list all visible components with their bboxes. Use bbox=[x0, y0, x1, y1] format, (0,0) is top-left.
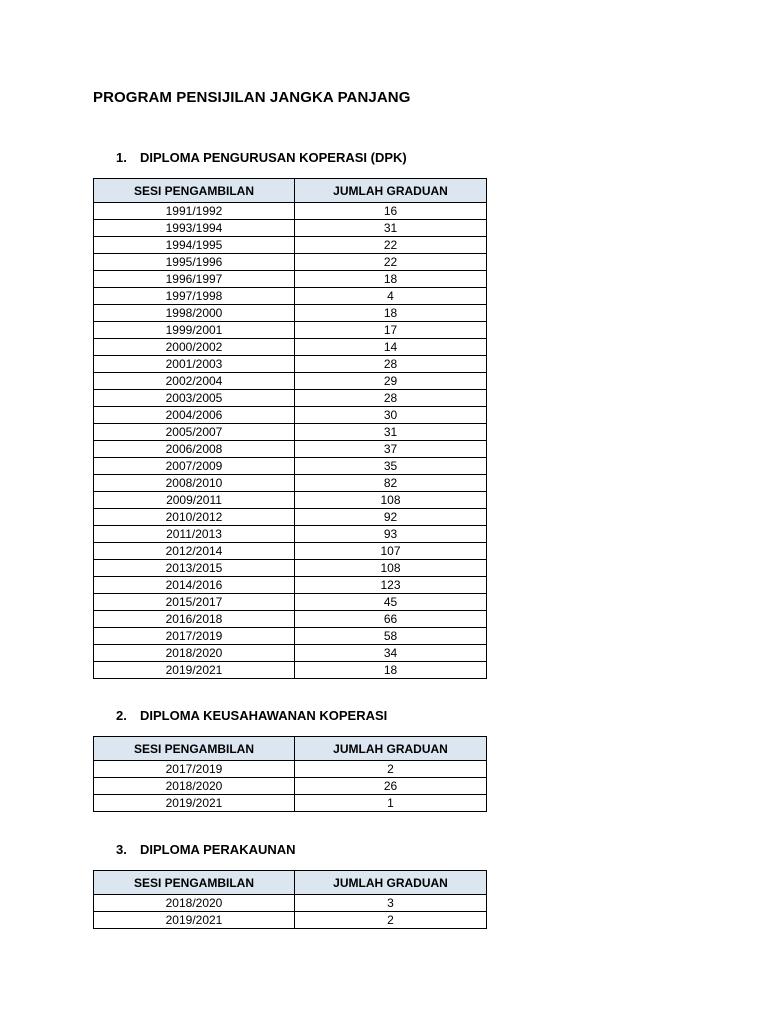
cell-jumlah: 58 bbox=[295, 628, 487, 645]
table-row bbox=[94, 271, 487, 288]
cell-jumlah: 28 bbox=[295, 390, 487, 407]
cell-sesi: 2001/2003 bbox=[94, 356, 295, 373]
table-row bbox=[94, 645, 487, 662]
cell-sesi: 2016/2018 bbox=[94, 611, 295, 628]
cell-jumlah: 18 bbox=[295, 662, 487, 679]
cell-sesi: 2004/2006 bbox=[94, 407, 295, 424]
cell-jumlah: 34 bbox=[295, 645, 487, 662]
cell-jumlah: 14 bbox=[295, 339, 487, 356]
table-row bbox=[94, 543, 487, 560]
cell-sesi: 2018/2020 bbox=[94, 778, 295, 795]
cell-sesi: 2003/2005 bbox=[94, 390, 295, 407]
cell-jumlah: 18 bbox=[295, 271, 487, 288]
table-row bbox=[94, 560, 487, 577]
cell-jumlah: 17 bbox=[295, 322, 487, 339]
cell-jumlah: 92 bbox=[295, 509, 487, 526]
cell-sesi: 2008/2010 bbox=[94, 475, 295, 492]
cell-sesi: 2017/2019 bbox=[94, 761, 295, 778]
cell-jumlah: 2 bbox=[295, 761, 487, 778]
table-row bbox=[94, 475, 487, 492]
table-row bbox=[94, 492, 487, 509]
section-number: 1. bbox=[116, 150, 127, 165]
table-dpk bbox=[93, 178, 487, 679]
section-number: 3. bbox=[116, 842, 127, 857]
cell-jumlah: 28 bbox=[295, 356, 487, 373]
column-header-sesi: SESI PENGAMBILAN bbox=[94, 871, 295, 895]
cell-jumlah: 108 bbox=[295, 492, 487, 509]
cell-jumlah: 22 bbox=[295, 237, 487, 254]
cell-sesi: 1997/1998 bbox=[94, 288, 295, 305]
column-header-sesi: SESI PENGAMBILAN bbox=[94, 737, 295, 761]
table-perakaunan bbox=[93, 870, 487, 929]
cell-jumlah: 66 bbox=[295, 611, 487, 628]
cell-jumlah: 108 bbox=[295, 560, 487, 577]
cell-sesi: 2007/2009 bbox=[94, 458, 295, 475]
table-row bbox=[94, 912, 487, 929]
cell-jumlah: 16 bbox=[295, 203, 487, 220]
cell-sesi: 2009/2011 bbox=[94, 492, 295, 509]
cell-sesi: 2014/2016 bbox=[94, 577, 295, 594]
cell-sesi: 2010/2012 bbox=[94, 509, 295, 526]
cell-jumlah: 82 bbox=[295, 475, 487, 492]
table-row bbox=[94, 356, 487, 373]
table-row bbox=[94, 526, 487, 543]
table-row bbox=[94, 407, 487, 424]
cell-sesi: 1995/1996 bbox=[94, 254, 295, 271]
table-row bbox=[94, 778, 487, 795]
cell-jumlah: 37 bbox=[295, 441, 487, 458]
cell-jumlah: 29 bbox=[295, 373, 487, 390]
table-row bbox=[94, 424, 487, 441]
table-row bbox=[94, 509, 487, 526]
cell-sesi: 2011/2013 bbox=[94, 526, 295, 543]
cell-jumlah: 35 bbox=[295, 458, 487, 475]
table-row bbox=[94, 373, 487, 390]
cell-sesi: 2013/2015 bbox=[94, 560, 295, 577]
section-heading-dpk bbox=[116, 150, 407, 165]
cell-jumlah: 45 bbox=[295, 594, 487, 611]
column-header-sesi: SESI PENGAMBILAN bbox=[94, 179, 295, 203]
column-header-jumlah: JUMLAH GRADUAN bbox=[295, 737, 487, 761]
cell-sesi: 2017/2019 bbox=[94, 628, 295, 645]
cell-jumlah: 31 bbox=[295, 424, 487, 441]
table-row bbox=[94, 237, 487, 254]
table-row bbox=[94, 390, 487, 407]
page-title: PROGRAM PENSIJILAN JANGKA PANJANG bbox=[93, 89, 411, 106]
cell-sesi: 2019/2021 bbox=[94, 795, 295, 812]
cell-sesi: 2000/2002 bbox=[94, 339, 295, 356]
section-heading-perakaunan bbox=[116, 842, 296, 857]
cell-jumlah: 1 bbox=[295, 795, 487, 812]
table-row bbox=[94, 458, 487, 475]
cell-sesi: 2018/2020 bbox=[94, 895, 295, 912]
table-row bbox=[94, 895, 487, 912]
cell-jumlah: 26 bbox=[295, 778, 487, 795]
section-number: 2. bbox=[116, 708, 127, 723]
section-heading-keusahawanan bbox=[116, 708, 387, 723]
cell-sesi: 2002/2004 bbox=[94, 373, 295, 390]
column-header-jumlah: JUMLAH GRADUAN bbox=[295, 871, 487, 895]
table-row bbox=[94, 288, 487, 305]
column-header-jumlah: JUMLAH GRADUAN bbox=[295, 179, 487, 203]
table-row bbox=[94, 322, 487, 339]
section-title: DIPLOMA KEUSAHAWANAN KOPERASI bbox=[140, 708, 388, 723]
table-keusahawanan bbox=[93, 736, 487, 812]
cell-sesi: 2018/2020 bbox=[94, 645, 295, 662]
cell-sesi: 1994/1995 bbox=[94, 237, 295, 254]
cell-sesi: 2015/2017 bbox=[94, 594, 295, 611]
cell-sesi: 2005/2007 bbox=[94, 424, 295, 441]
cell-sesi: 1991/1992 bbox=[94, 203, 295, 220]
table-row bbox=[94, 203, 487, 220]
table-row bbox=[94, 339, 487, 356]
table-header-row bbox=[94, 737, 487, 761]
cell-jumlah: 107 bbox=[295, 543, 487, 560]
table-row bbox=[94, 662, 487, 679]
cell-sesi: 1993/1994 bbox=[94, 220, 295, 237]
cell-jumlah: 3 bbox=[295, 895, 487, 912]
cell-jumlah: 22 bbox=[295, 254, 487, 271]
cell-jumlah: 123 bbox=[295, 577, 487, 594]
table-row bbox=[94, 594, 487, 611]
cell-sesi: 2019/2021 bbox=[94, 912, 295, 929]
cell-sesi: 2019/2021 bbox=[94, 662, 295, 679]
table-row bbox=[94, 761, 487, 778]
cell-sesi: 1998/2000 bbox=[94, 305, 295, 322]
table-row bbox=[94, 628, 487, 645]
cell-jumlah: 30 bbox=[295, 407, 487, 424]
table-row bbox=[94, 441, 487, 458]
table-row bbox=[94, 611, 487, 628]
cell-jumlah: 18 bbox=[295, 305, 487, 322]
cell-jumlah: 93 bbox=[295, 526, 487, 543]
table-row bbox=[94, 220, 487, 237]
table-row bbox=[94, 254, 487, 271]
section-title: DIPLOMA PENGURUSAN KOPERASI (DPK) bbox=[140, 150, 407, 165]
table-row bbox=[94, 795, 487, 812]
table-header-row bbox=[94, 871, 487, 895]
cell-sesi: 1996/1997 bbox=[94, 271, 295, 288]
cell-jumlah: 2 bbox=[295, 912, 487, 929]
table-row bbox=[94, 305, 487, 322]
section-title: DIPLOMA PERAKAUNAN bbox=[140, 842, 296, 857]
cell-jumlah: 31 bbox=[295, 220, 487, 237]
cell-sesi: 2006/2008 bbox=[94, 441, 295, 458]
cell-jumlah: 4 bbox=[295, 288, 487, 305]
cell-sesi: 2012/2014 bbox=[94, 543, 295, 560]
table-header-row bbox=[94, 179, 487, 203]
table-row bbox=[94, 577, 487, 594]
cell-sesi: 1999/2001 bbox=[94, 322, 295, 339]
